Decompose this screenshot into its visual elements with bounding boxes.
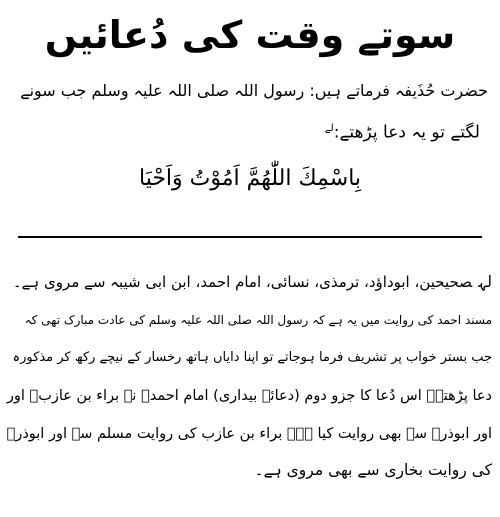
footnote-line-2: مسند احمد کی روایت میں یہ ہے کہ رسول اللہ صلی اللہ علیہ وسلم کی عادت مبارک تھی کہ (24, 313, 492, 327)
footnote-reference: لے (324, 123, 334, 134)
footnote-marker: لہ (478, 273, 492, 291)
footnote-divider (18, 236, 482, 238)
dua-text: بِاسْمِكَ اللّٰهُمَّ اَمُوْتُ وَاَحْيَا (138, 166, 362, 191)
footnote-line-5: اور ابوذرؓ سے بھی روایت کیا ہے۔ براء بن عازب کی روایت مسلم سے اور ابوذرؓ (6, 426, 492, 442)
footnote-line-1-text: صحیحین، ابوداؤد، ترمذی، نسائی، امام احمد، ابن ابی شیبہ سے مروی ہے۔ (12, 273, 473, 291)
footnote-line-3: جب بستر خواب پر تشریف فرما ہوجاتے تو اپنا دایاں ہاتھ رخسار کے نیچے رکھ کر مذکورہ (12, 350, 492, 365)
intro-line-1: حضرت حُذَیفہ فرماتے ہیں: رسول اللہ صلی اللہ علیہ وسلم جب سونے (20, 81, 488, 100)
page-title: سوتے وقت کی دُعائیں (44, 13, 456, 57)
footnote-line-6: کی روایت بخاری سے بھی مروی ہے۔ (254, 461, 492, 479)
intro-line-2-text: لگتے تو یہ دعا پڑھتے: (333, 122, 480, 143)
footnote-line-4: دعا پڑھتے۔ اس دُعا کا جزو دوم (دعائے بیداری) امام احمدؒ نے براء بن عازبؓ اور (6, 388, 492, 404)
intro-line-2 (10, 116, 480, 146)
footnote-line-1 (8, 270, 492, 294)
